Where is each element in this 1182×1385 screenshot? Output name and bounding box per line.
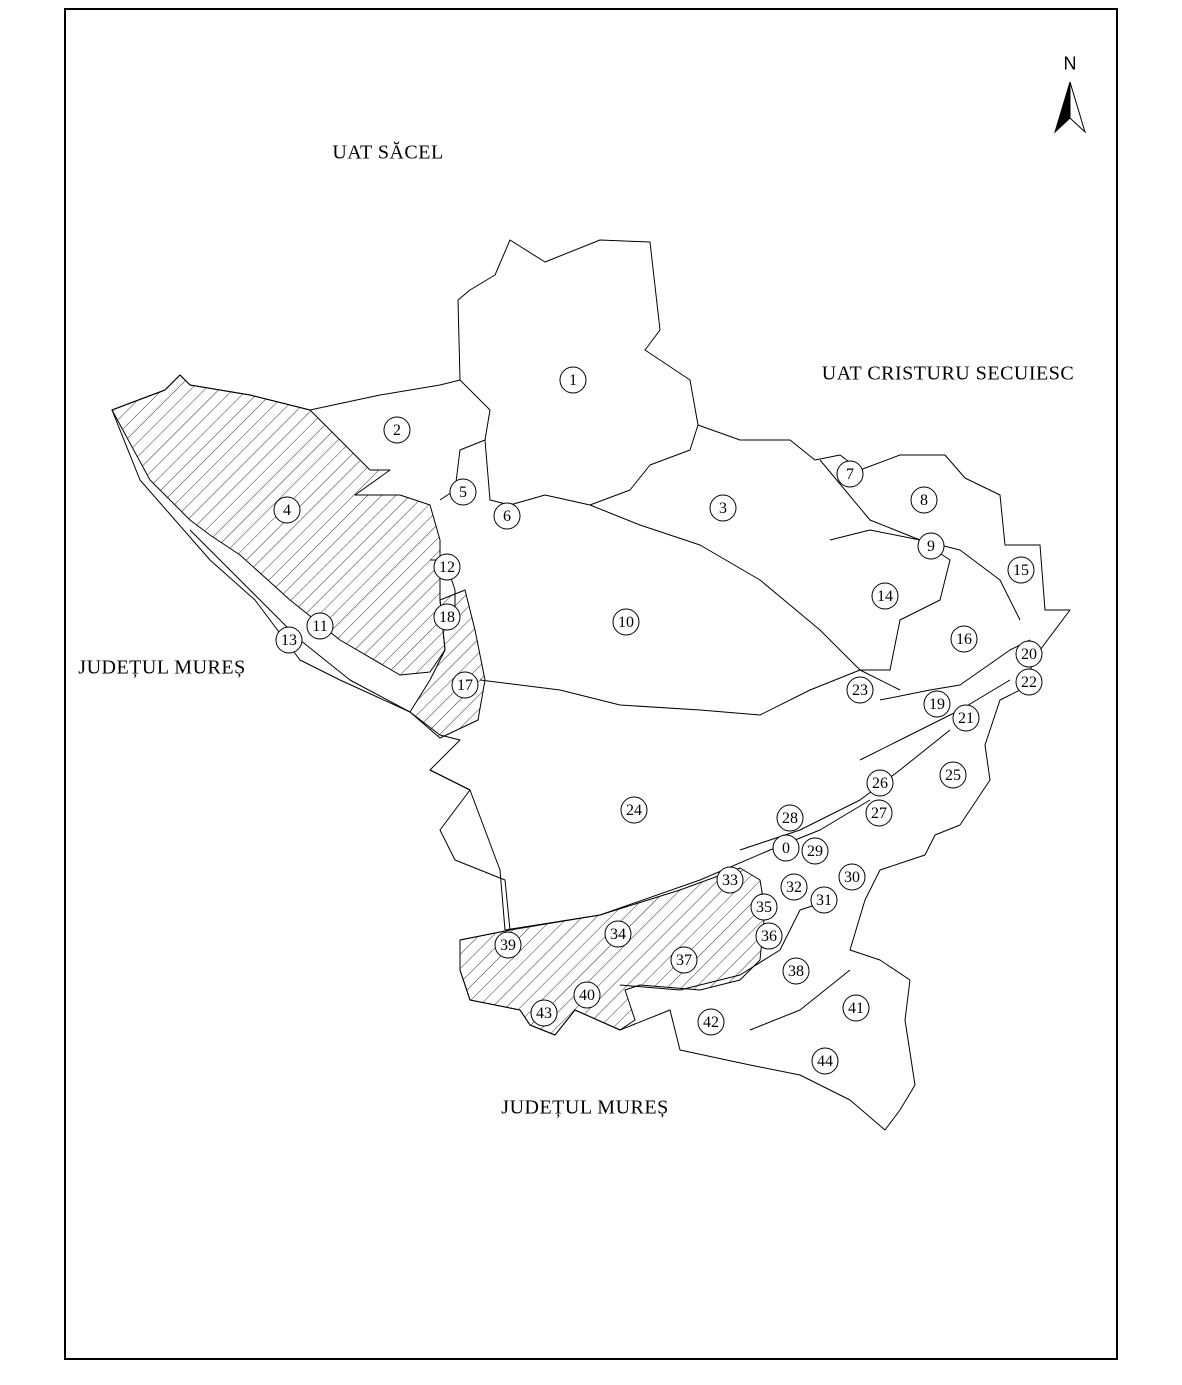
parcel-number: 43 [536,1005,552,1022]
parcel-number: 4 [283,502,291,519]
parcel-boundary [740,730,950,850]
parcel-marker [866,800,892,826]
parcel-boundary [485,425,698,505]
parcel-number: 44 [817,1053,833,1070]
parcel-boundary [590,505,900,690]
parcel-marker [494,503,520,529]
parcel-number: 39 [500,937,516,954]
parcel-number: 34 [610,926,626,943]
parcel-marker [773,835,799,861]
parcel-number: 37 [676,952,692,969]
parcel-number: 24 [626,802,642,819]
parcel-marker [951,626,977,652]
parcel-number: 30 [844,869,860,886]
parcel-marker [781,874,807,900]
parcel-marker [698,1009,724,1035]
parcel-marker [1016,669,1042,695]
parcel-marker [671,947,697,973]
parcel-number: 12 [439,559,455,576]
parcel-number: 5 [459,484,467,501]
parcel-number: 32 [786,879,802,896]
parcel-number: 14 [877,588,893,605]
parcel-marker [953,705,979,731]
parcel-number: 0 [782,840,790,857]
parcel-number: 18 [439,609,455,626]
parcel-marker [276,627,302,653]
parcel-marker [756,923,782,949]
parcel-marker [613,609,639,635]
parcel-marker [1016,641,1042,667]
parcel-marker [940,762,966,788]
parcel-marker [574,982,600,1008]
parcel-number: 42 [703,1014,719,1031]
parcel-marker [384,417,410,443]
parcel-marker [710,495,736,521]
parcel-number: 40 [579,987,595,1004]
parcel-marker [751,894,777,920]
parcel-marker [911,487,937,513]
parcel-number: 35 [756,899,772,916]
parcel-number: 6 [503,508,511,525]
parcel-number: 7 [846,466,854,483]
parcel-marker [495,932,521,958]
parcel-marker [872,583,898,609]
parcel-marker [717,867,743,893]
parcel-marker [531,1000,557,1026]
parcel-number: 26 [872,775,888,792]
neighbor-label-cristuru: UAT CRISTURU SECUIESC [821,362,1075,385]
parcel-number: 38 [788,963,804,980]
parcel-marker [812,1048,838,1074]
parcel-number: 2 [393,422,401,439]
parcel-marker [802,838,828,864]
north-arrow-icon [1055,82,1085,132]
neighbor-label-mures-south: JUDEȚUL MUREȘ [501,1096,669,1119]
parcel-marker [605,921,631,947]
parcel-number: 36 [761,928,777,945]
parcel-marker [918,533,944,559]
parcel-number: 16 [956,631,972,648]
parcel-number: 41 [848,1000,864,1017]
parcel-number: 9 [927,538,935,555]
parcel-boundary [480,670,860,715]
parcel-number: 25 [945,767,961,784]
parcel-marker [837,461,863,487]
parcel-marker [847,677,873,703]
parcel-number: 13 [281,632,297,649]
parcel-marker [621,797,647,823]
parcel-number: 1 [569,372,577,389]
parcel-marker [307,613,333,639]
parcel-number: 33 [722,872,738,889]
parcel-marker [867,770,893,796]
parcel-marker [434,554,460,580]
parcel-number: 28 [782,810,798,827]
parcel-number: 23 [852,682,868,699]
parcel-number: 22 [1021,674,1037,691]
parcel-marker [452,672,478,698]
parcel-marker [434,604,460,630]
parcel-number: 21 [958,710,974,727]
neighbor-label-sacel: UAT SĂCEL [332,141,444,164]
parcel-number: 10 [618,614,634,631]
parcel-marker [560,367,586,393]
parcel-marker [777,805,803,831]
north-label: N [1063,53,1077,74]
parcel-marker [274,497,300,523]
parcel-number: 15 [1013,562,1029,579]
parcel-number: 27 [871,805,887,822]
parcel-number: 8 [920,492,928,509]
parcel-number: 19 [929,696,945,713]
parcel-marker [1008,557,1034,583]
parcel-number: 20 [1021,646,1037,663]
parcel-number: 3 [719,500,727,517]
parcel-marker [839,864,865,890]
parcel-number: 31 [816,892,832,909]
parcel-marker [811,887,837,913]
parcel-number: 17 [457,677,473,694]
neighbor-label-mures-west: JUDEȚUL MUREȘ [78,656,246,679]
parcel-marker [924,691,950,717]
parcel-marker [783,958,809,984]
parcel-marker [450,479,476,505]
parcel-number: 29 [807,843,823,860]
parcel-number: 11 [312,618,328,635]
parcel-marker [843,995,869,1021]
